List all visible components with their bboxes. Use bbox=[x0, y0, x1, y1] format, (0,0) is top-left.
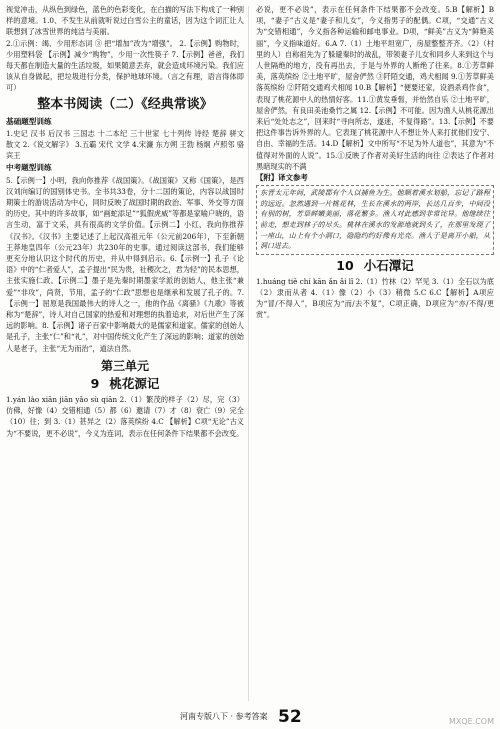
paragraph: 1.yán lào xiān jiān yǎo sù qiān 2.（1）繁茂的样子（2）尽，完（3）仿佛，好像（4）交错相通（5）都（6）邀请（7）才（8）衰亡（9）完全（10）往；到 3.（1）甚异之（2）落英缤纷 4.C 【解析】C项“无论”古义为“不要说，更不必说”，今义为连词，表示在任何条件下结果都不会改变。 bbox=[6, 394, 244, 438]
left-column bbox=[6, 4, 244, 439]
translation-box: 东晋太元年间，武陵郡有个人以捕鱼为生。他顺着溪水划船，忘记了路程的远近。忽然遇到一片桃花林，生长在溪水的两岸，长达几百步，中间没有别的树，芳草鲜嫩美丽，落花繁多。渔人对此感到非常诧异。他继续往前走，想走到林子的尽头。桃林在溪水的发源地就到头了，在那里发现了一座山，山上有个小洞口，隐隐约约好像有光亮。渔人于是离开小船，从洞口进去。 bbox=[256, 185, 494, 255]
right-column bbox=[256, 4, 494, 321]
column-divider bbox=[248, 6, 249, 701]
paragraph: 1.史记 汉书 后汉书 三国志 十二本纪 三十世家 七十列传 诗经 楚辞 骈文 散文 2.《说文解字》 3.五霸 宋代 文学 4.宋濂 东方朔 王勃 杨炯 卢照邻 骆宾王 bbox=[6, 128, 244, 161]
footer-text: 河南专版八下 · 参考答案 bbox=[180, 712, 268, 721]
unit-title: 第三单元 bbox=[100, 358, 149, 373]
lesson-number: 10 bbox=[336, 257, 354, 273]
paragraph: 5.【示例一】小明，我向你推荐《战国策》。《战国策》又称《国策》，是西汉刘向编订的国别体史书。全书共33卷，分十二国的策论，内容以战国时期策士的游说活动为中心，同时反映了战国时期的政治、军事、外交等方面的历史。其中的许多故事，如“画蛇添足”“狐假虎威”等都是家喻户晓的，语言生动，富于文采，具有很高的文学价值。【示例二】小红，我向你推荐《汉书》。《汉书》主要记述了上起汉高祖元年（公元前206年），下至新朝王莽地皇四年（公元23年）共230年的史事。通过阅读这部书，我们能够更充分地认识这个时代的历史，并从中得到启示。6.【示例一】孔子《论语》中的“仁者爱人”，孟子提出“民为贵，社稷次之，君为轻”的民本思想，主张实施仁政。【示例二】墨子是先秦时期墨家学派的创始人，他主张“兼爱”“非攻”，尚贤，节用，孟子的“仁政”思想也是继承和发展了孔子的。7.【示例一】屈原是我国最伟大的诗人之一，他的作品《离骚》《九歌》等被称为“楚辞”，诗人对自己国家的热爱和对理想的执着追求，对后世产生了深远的影响。8.【示例】诸子百家中影响最大的是儒家和道家。儒家的创始人是孔子，主张“仁”和“礼”，对中国传统文化产生了深远的影响；道家的创始人是老子，主张“无为而治”，道法自然。 bbox=[6, 175, 244, 353]
section-title: 整本书阅读（二）《经典常谈》 bbox=[37, 96, 213, 112]
watermark: MXQE.COM bbox=[448, 717, 494, 726]
subsection-title: 基础题型训练 bbox=[6, 116, 52, 126]
lesson-title bbox=[256, 257, 494, 275]
paragraph: 必说，更不必说”，表示在任何条件下结果都不会改变。5.B【解析】B项，“妻子”古义是“妻子和儿女”，今义指男子的配偶。C项，“交通”古义为“交错相通”，今义指各种运输和邮电事业。D项，“鲜美”古义为“鲜艳美丽”，今义指味道好。6.A 7.（1）土地平坦宽广，房屋整整齐齐。（2）（村里的人）自称祖先为了躲避秦时的战乱，带领妻子儿女和同乡人来到这个与人世隔绝的地方，没有再出去，于是与外界的人断绝了往来。8.①芳草鲜美，落英缤纷 ②土地平旷，屋舍俨然 ③阡陌交通，鸡犬相闻 9.①芳草鲜美落英缤纷 ②阡陌交通鸡犬相闻 10.B【解析】“便要还家，设酒杀鸡作食”，表现了桃花源中人的热情好客。11.①黄发垂髫，并怡然自乐 ②土地平旷，屋舍俨然，有良田美池桑竹之属 12.【示例】不可能。因为渔人从桃花源出来后“处处志之”，回来时“寻向所志，遂迷，不复得路”。13.【示例】不要把这件事告诉外界的人。它表现了桃花源中人不想让外人来打扰他们安宁、自由、幸福的生活。14.D【解析】文中所写“不足为外人道也”，其意为“不值得对外面的人说”。15.①反映了作者对美好生活的向往 ②表达了作者对黑暗现实的不满 bbox=[256, 5, 494, 171]
lesson-name: 桃花源记 bbox=[109, 375, 160, 391]
paragraph: 2.①示例：竭、少用形态词 ③ 把“增加”改为“增强”。 2.【示例】购物时，少用塑料袋 【示例】减少“购物”，少用一次性筷子 7.【示例】爸爸，我们每天都在制造大量的生活垃圾，如果随意丢弃，就会造成环境污染。我们应该从自身做起，把垃圾进行分类，保护地球环境。（言之有理，语言得体即可） bbox=[6, 38, 244, 93]
lesson-number: 9 bbox=[90, 375, 100, 391]
page-number: 52 bbox=[278, 707, 302, 727]
lesson-title bbox=[6, 375, 244, 393]
reference-heading: 【附】译文参考 bbox=[256, 173, 308, 183]
paragraph: 视觉冲击，从纵色到绿色，蓝色的色彩变化，在白描的写法下构成了一种别样的意境。1.0、不发生从前就听说过白雪公主的童话，因为这个词汇让人联想到了冰雪世界的纯洁与美丽。 bbox=[6, 5, 244, 37]
paragraph: 1.huáng tiě chí kān ǎn ǎi lǐ 2.（1）竹林（2）罕见 3.（1）全石以为底（2）隶而从者 4.（1）像（2）小（3）稍微 5.C 6.C【解析】A项应为“冒/不得入”，B项应为“而/去不复”，C项正确，D项应为“亦/不得/更赏”。 bbox=[256, 276, 494, 320]
lesson-name: 小石潭记 bbox=[363, 257, 414, 273]
page-footer bbox=[0, 707, 500, 727]
subsection-title: 中考题型训练 bbox=[6, 163, 52, 173]
